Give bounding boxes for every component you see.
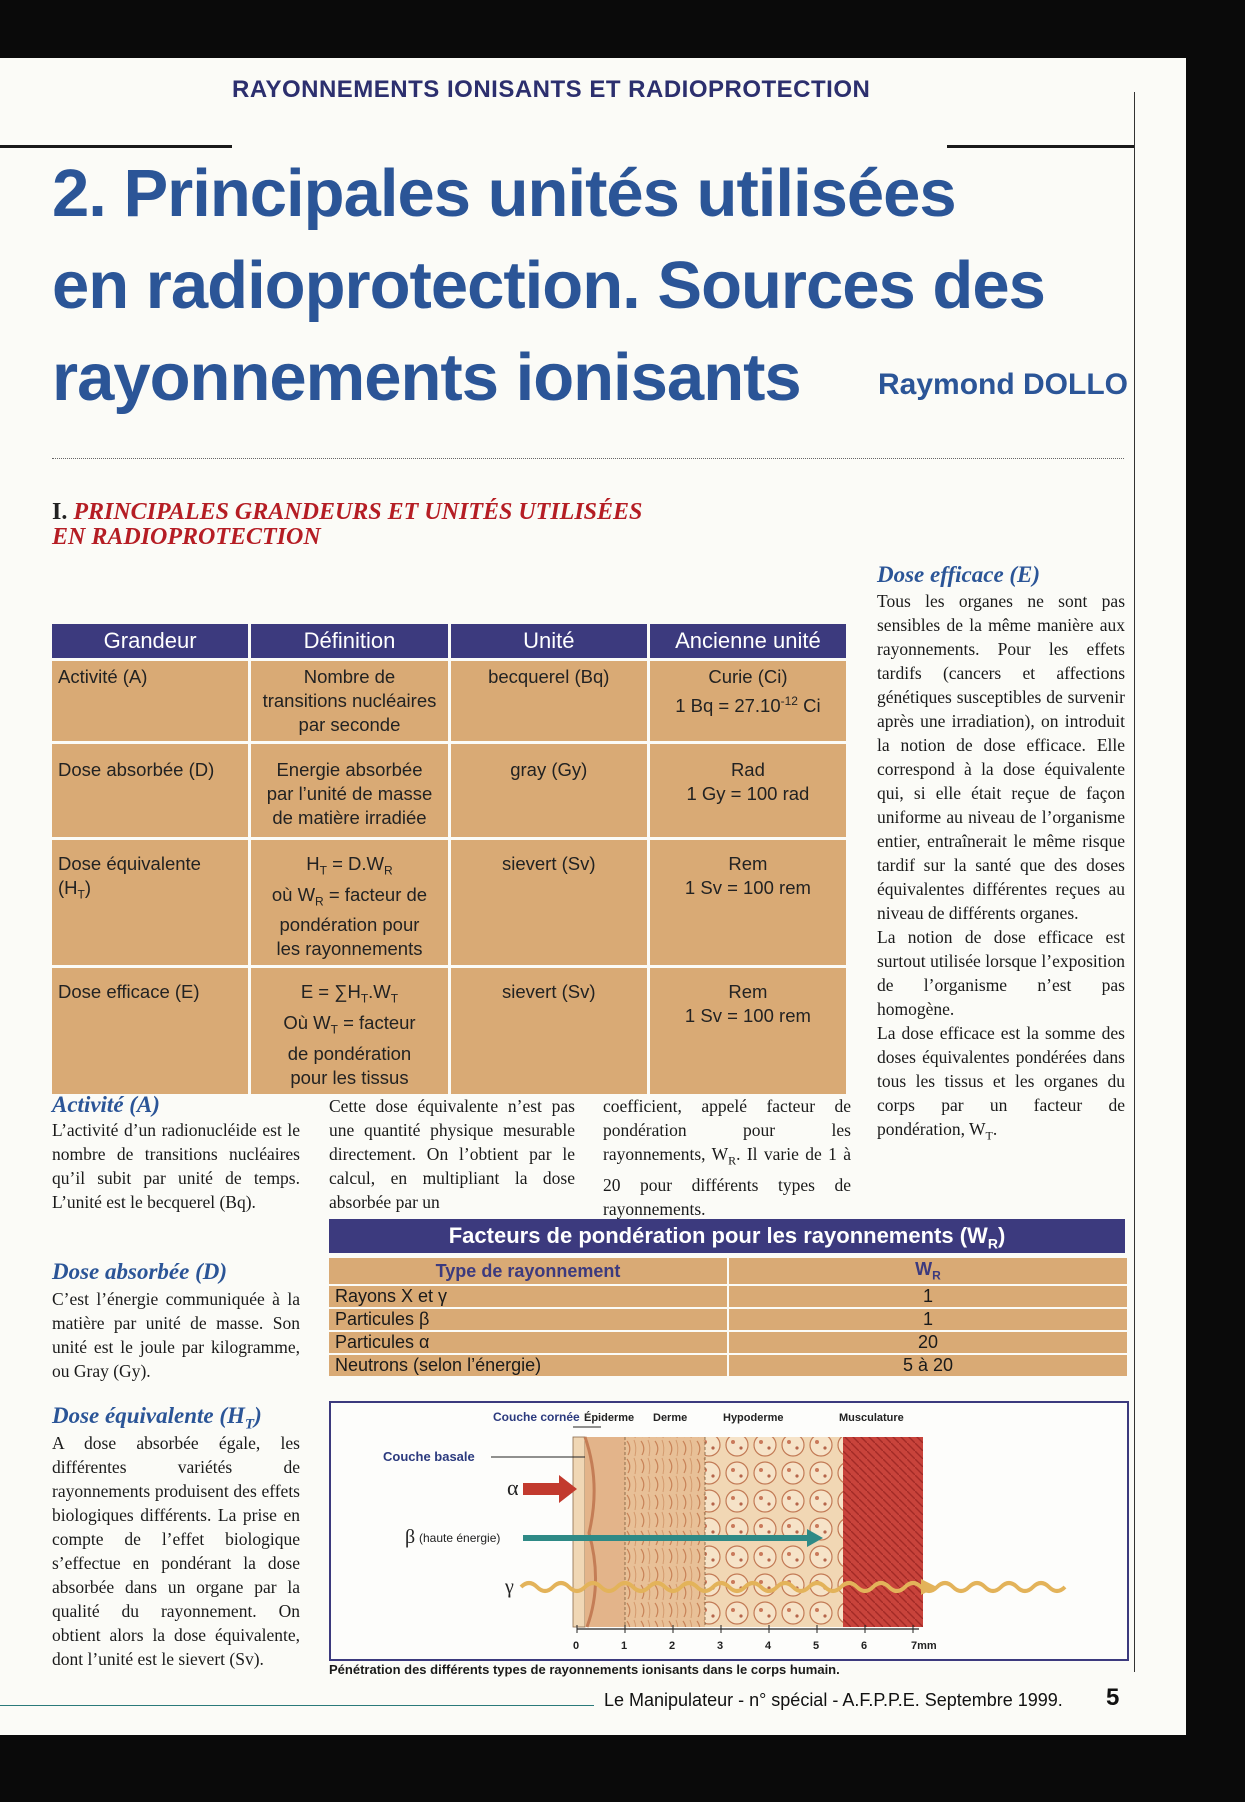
cell-ancienne-unite: Curie (Ci) 1 $Bq = 27.10^{-12}$ Ci <box>650 661 846 741</box>
title-separator <box>52 458 1124 459</box>
wr-value-cell: 5 à 20 <box>729 1355 1127 1376</box>
wr-header-wr: $W_R$ <box>729 1258 1127 1284</box>
title-line-2: en radioprotection. Sources des <box>52 248 1045 323</box>
wr-table-title: Facteurs de pondération pour les rayonnements $(W_R)$ <box>329 1219 1125 1253</box>
section-title-line-2: EN RADIOPROTECTION <box>52 524 321 550</box>
page-number: 5 <box>1106 1684 1120 1711</box>
label-hypoderme: Hypoderme <box>723 1412 784 1424</box>
alpha-arrow <box>523 1475 577 1503</box>
cell-definition: Energie absorbée par l’unité de masse de matière irradiée <box>251 744 447 837</box>
activite-heading: Activité (A) <box>52 1092 160 1117</box>
table-row <box>52 661 846 741</box>
cell-grandeur: Dose absorbée (D) <box>52 744 248 837</box>
svg-text:4: 4 <box>765 1640 772 1652</box>
header-definition: Définition <box>251 624 447 658</box>
wr-header-row <box>329 1258 1127 1284</box>
cell-unite: sievert (Sv) <box>451 968 647 1093</box>
equivalente-text: A dose absorbée égale, les différentes variétés de rayonnements produisent des effets biologiques différents. La prise en compte de l’effet biologique s’effectue en pondérant la dose absorbée dans un organe par la qualité du rayonnement. On obtient alors la dose équivalente, dont l’unité est le sievert (Sv). <box>52 1433 300 1669</box>
wr-header-type: Type de rayonnement <box>329 1258 727 1284</box>
cell-unite: sievert (Sv) <box>451 840 647 965</box>
cell-ancienne-unite: Rem 1 Sv = 100 rem <box>650 968 846 1093</box>
wr-type-cell: Particules β <box>329 1309 727 1330</box>
efficace-text: Tous les organes ne sont pas sensibles de la même manière aux rayonnements. Pour les effets tardifs (cancers et affections génétiques susceptibles de survenir après une irradiation), on introduit la notion de dose efficace. Elle correspond à la dose équivalente qui, si elle était reçue de façon uniforme au niveau de l’organisme entier, entraînerait le même risque tardif sur la santé que des doses équivalentes différentes reçues au niveau de différents organes. La notion de dose efficace est surtout utilisée lorsque l’exposition de l’organisme n’est pas homogène. La dose efficace est la somme des doses équivalentes pondérées dans tous les tissus et les organes du corps par un facteur de pondération, $W_T$. <box>877 591 1125 1143</box>
table-row <box>329 1332 1127 1353</box>
table-row <box>329 1286 1127 1307</box>
right-margin-rule <box>1134 92 1135 1672</box>
activite-text: L’activité d’un radionucléide est le nombre de transitions nucléaires qu’il subit par unité de temps. L’unité est le becquerel (Bq). <box>52 1120 300 1212</box>
skin-penetration-figure <box>329 1401 1129 1661</box>
cell-unite: becquerel (Bq) <box>451 661 647 741</box>
wr-table <box>327 1256 1129 1378</box>
wr-type-cell: Particules α <box>329 1332 727 1353</box>
header-ancienne-unite: Ancienne unité <box>650 624 846 658</box>
label-derme: Derme <box>653 1412 688 1424</box>
svg-text:7mm: 7mm <box>911 1640 937 1652</box>
section-number: I. <box>52 499 68 525</box>
wr-value-cell: 20 <box>729 1332 1127 1353</box>
footer-rule <box>0 1705 594 1706</box>
table-row <box>52 840 846 965</box>
table-header-row <box>52 624 846 658</box>
svg-text:5: 5 <box>813 1640 820 1652</box>
cell-grandeur: Activité (A) <box>52 661 248 741</box>
cell-ancienne-unite: Rem 1 Sv = 100 rem <box>650 840 846 965</box>
absorbee-heading: Dose absorbée (D) <box>52 1259 228 1284</box>
section-title-line-1: PRINCIPALES GRANDEURS ET UNITÉS UTILISÉES <box>73 499 643 525</box>
cell-grandeur: Dose efficace (E) <box>52 968 248 1093</box>
table-row <box>52 968 846 1093</box>
footer-citation: Le Manipulateur - n° spécial - A.F.P.P.E. Septembre 1999. <box>604 1690 1063 1710</box>
gamma-label: γ <box>505 1576 514 1598</box>
efficace-heading: Dose efficace (E) <box>877 562 1041 587</box>
table-row <box>329 1355 1127 1376</box>
figure-caption: Pénétration des différents types de rayonnements ionisants dans le corps humain. <box>329 1662 840 1677</box>
label-couche-basale: Couche basale <box>383 1449 475 1464</box>
label-musculature: Musculature <box>839 1412 904 1424</box>
wr-type-cell: Rayons X et γ <box>329 1286 727 1307</box>
units-table <box>49 621 849 1097</box>
svg-text:2: 2 <box>669 1640 676 1652</box>
label-epiderme: Épiderme <box>584 1412 635 1424</box>
table-row <box>329 1309 1127 1330</box>
table-row <box>52 744 846 837</box>
wr-value-cell: 1 <box>729 1286 1127 1307</box>
cell-definition: Nombre de transitions nucléaires par seconde <box>251 661 447 741</box>
beta-label: β <box>405 1526 416 1548</box>
label-couche-cornee: Couche cornée <box>493 1410 580 1424</box>
beta-note: (haute énergie) <box>419 1531 501 1545</box>
title-line-3: rayonnements ionisants <box>52 340 801 415</box>
svg-text:6: 6 <box>861 1640 868 1652</box>
cell-ancienne-unite: Rad 1 Gy = 100 rad <box>650 744 846 837</box>
cell-definition: $H_T = D.W_R$ où $W_R$ = facteur de pondération pour les rayonnements <box>251 840 447 965</box>
svg-text:1: 1 <box>621 1640 628 1652</box>
cell-unite: gray (Gy) <box>451 744 647 837</box>
section-title <box>52 500 732 550</box>
title-line-1: 2. Principales unités utilisées <box>52 156 956 231</box>
equivalente-heading: Dose équivalente $(H_T)$ <box>52 1403 262 1433</box>
skin-diagram <box>331 1403 1127 1659</box>
running-title: RAYONNEMENTS IONISANTS ET RADIOPROTECTION <box>232 76 871 103</box>
col3-text: coefficient, appelé facteur de pondération pour les rayonnements, $W_R$. Il varie de 1 à 20 pour différents types de rayonnements. <box>603 1096 851 1219</box>
col2-text: Cette dose équivalente n’est pas une quantité physique mesurable directement. On l’obtient par le calcul, en multipliant la dose absorbée par un <box>329 1096 575 1212</box>
cell-definition: $E = \sum H_T.W_T$ Où $W_T$ = facteur de pondération pour les tissus <box>251 968 447 1093</box>
header-grandeur: Grandeur <box>52 624 248 658</box>
cell-grandeur: Dose équivalente $(H_T)$ <box>52 840 248 965</box>
header-unite: Unité <box>451 624 647 658</box>
alpha-label: α <box>507 1475 519 1500</box>
svg-text:0: 0 <box>573 1640 580 1652</box>
svg-text:3: 3 <box>717 1640 724 1652</box>
wr-value-cell: 1 <box>729 1309 1127 1330</box>
absorbee-text: C’est l’énergie communiquée à la matière par unité de masse. Son unité est le joule par kilogramme, ou Gray (Gy). <box>52 1289 300 1381</box>
wr-type-cell: Neutrons (selon l’énergie) <box>329 1355 727 1376</box>
author-name: Raymond DOLLO <box>877 368 1128 401</box>
